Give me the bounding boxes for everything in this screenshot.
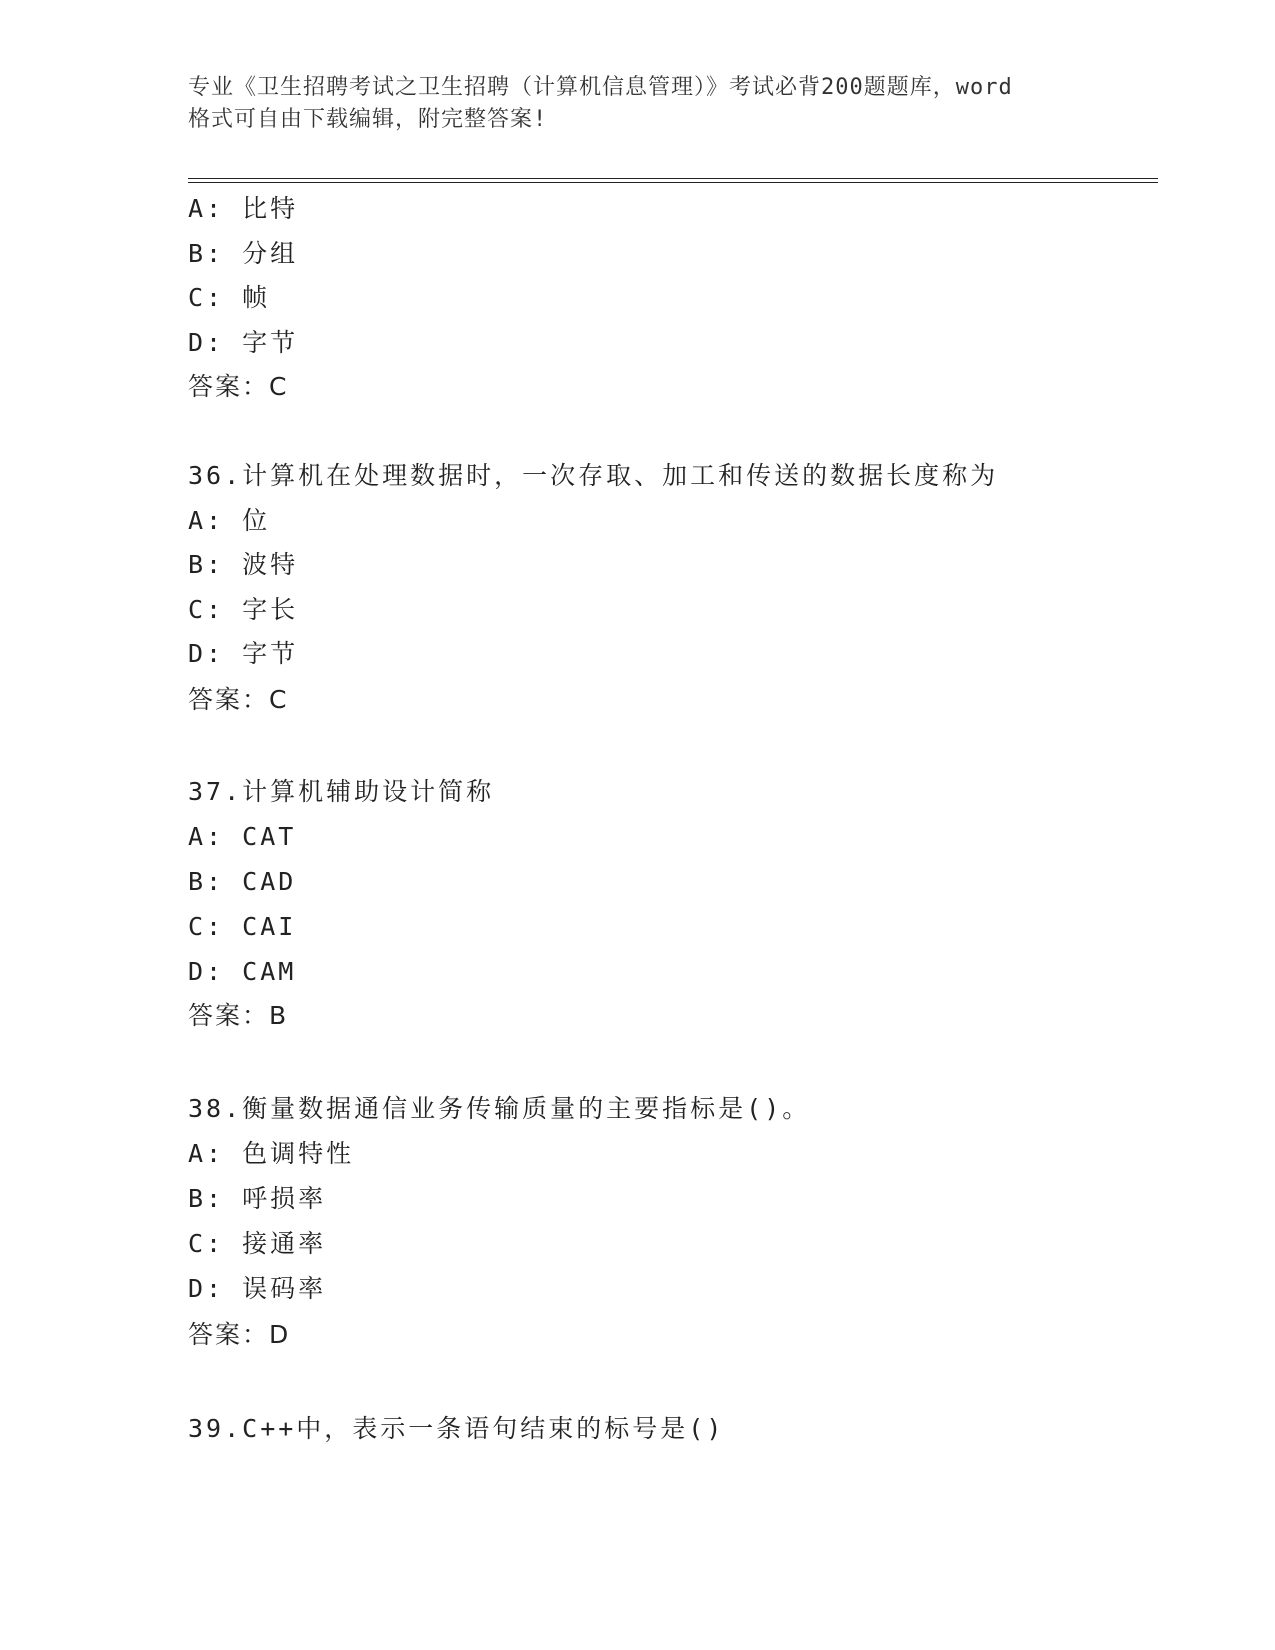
option-c: C: 字长 <box>188 595 299 624</box>
header-divider <box>188 178 1158 183</box>
option-b: B: 呼损率 <box>188 1184 327 1213</box>
answer-36: 答案：C <box>188 685 289 714</box>
option-b: B: CAD <box>188 867 297 896</box>
option-a: A: 位 <box>188 506 271 535</box>
question-37-text: 37.计算机辅助设计简称 <box>188 777 495 806</box>
answer-38: 答案：D <box>188 1320 291 1349</box>
option-c: C: 帧 <box>188 283 271 312</box>
option-a: A: 比特 <box>188 194 299 223</box>
option-a: A: 色调特性 <box>188 1139 355 1168</box>
option-b: B: 分组 <box>188 239 299 268</box>
option-d: D: CAM <box>188 957 297 986</box>
option-c: C: 接通率 <box>188 1229 327 1258</box>
question-36-text: 36.计算机在处理数据时，一次存取、加工和传送的数据长度称为 <box>188 461 999 490</box>
option-a: A: CAT <box>188 822 297 851</box>
option-d: D: 字节 <box>188 328 299 357</box>
option-d: D: 字节 <box>188 639 299 668</box>
answer-35: 答案：C <box>188 372 289 401</box>
question-39-text: 39.C++中，表示一条语句结束的标号是() <box>188 1414 725 1443</box>
option-c: C: CAI <box>188 912 297 941</box>
answer-37: 答案：B <box>188 1001 289 1030</box>
page-header <box>188 72 1088 136</box>
question-38-text: 38.衡量数据通信业务传输质量的主要指标是()。 <box>188 1094 811 1123</box>
option-d: D: 误码率 <box>188 1274 327 1303</box>
option-b: B: 波特 <box>188 550 299 579</box>
header-line-2: 格式可自由下载编辑，附完整答案! <box>188 107 548 132</box>
header-line-1: 专业《卫生招聘考试之卫生招聘（计算机信息管理）》考试必背200题题库，word <box>188 75 1013 100</box>
